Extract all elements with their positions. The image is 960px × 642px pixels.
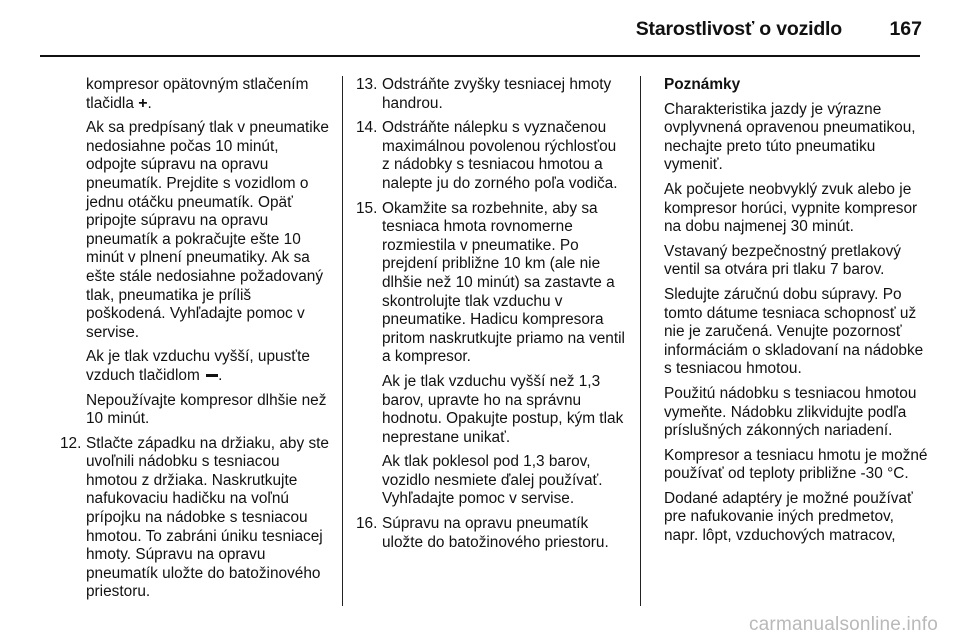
note-paragraph: Ak počujete neobvyklý zvuk alebo je kompresor horúci, vypnite kompresor na dobu najmenej 30 minút.	[664, 180, 918, 236]
list-subtext: Ak tlak poklesol pod 1,3 barov, vozidlo nesmiete ďalej používať. Vyhľadajte pomoc v servise.	[382, 453, 603, 508]
note-heading: Poznámky	[664, 76, 741, 93]
list-subtext: Ak je tlak vzduchu vyšší než 1,3 barov, upravte ho na správnu hodnotu. Opakujte postup, kým tlak neprestane unikať.	[382, 372, 624, 446]
column-divider	[640, 76, 641, 606]
list-number: 14.	[356, 119, 378, 137]
list-item-12	[60, 435, 330, 602]
page-number: 167	[889, 18, 922, 40]
paragraph-max-duration: Nepoužívajte kompresor dlhšie než 10 minút.	[86, 391, 327, 428]
paragraph-pressure-not-reached: Ak sa predpísaný tlak v pneumatike nedosiahne počas 10 minút, odpojte súpravu na opravu pneumatík. Prejdite s vozidlom o jednu otáčku pneumatík. Opäť pripojte súpravu na opravu pneumatík a pokračujte ešte 10 minút v plnení pneumatiky. Ak sa ešte stále nedosiahne požadovaný tlak, pneumatika je príliš poškodená. Vyhľadajte pomoc v servise.	[86, 119, 329, 341]
list-item-16	[356, 515, 628, 552]
plus-icon: +	[138, 94, 148, 112]
watermark: carmanualsonline.info	[748, 614, 938, 635]
paragraph-restart-compressor: kompresor opätovným stlačením tlačidla +.	[86, 76, 309, 112]
column-divider	[342, 76, 343, 606]
list-text: Odstráňte nálepku s vyznačenou maximálnou povolenou rýchlosťou z nádobky s tesniacou hmotou a nalepte ju do zorného poľa vodiča.	[382, 119, 618, 192]
list-number: 16.	[356, 515, 378, 533]
note-paragraph: Dodané adaptéry je možné používať pre nafukovanie iných predmetov, napr. lôpt, vzduchových matracov,	[664, 489, 913, 545]
list-number: 15.	[356, 199, 378, 217]
note-paragraph: Sledujte záručnú dobu súpravy. Po tomto dátume tesniaca schopnosť už nie je zaručená. Venujte pozornosť informáciám o skladovaní na nádobke s tesniacou hmotou.	[664, 285, 924, 378]
column-1	[60, 76, 330, 608]
note-paragraph: Vstavaný bezpečnostný pretlakový ventil sa otvára pri tlaku 7 barov.	[664, 242, 901, 279]
list-text: Súpravu na opravu pneumatík uložte do batožinového priestoru.	[382, 515, 609, 551]
column-3	[664, 76, 928, 552]
note-paragraph: Kompresor a tesniacu hmotu je možné používať od teploty približne -30 °C.	[664, 446, 928, 483]
list-number: 13.	[356, 76, 378, 93]
column-2	[356, 76, 628, 558]
list-text: Odstráňte zvyšky tesniacej hmoty handrou.	[382, 76, 612, 112]
paragraph-release-air: Ak je tlak vzduchu vyšší, upusťte vzduch tlačidlom .	[86, 348, 310, 384]
list-item-15	[356, 200, 628, 510]
minus-icon	[206, 374, 218, 377]
list-item-14	[356, 119, 628, 193]
note-paragraph: Použitú nádobku s tesniacou hmotou vymeňte. Nádobku zlikvidujte podľa príslušných zákonných nariadení.	[664, 384, 917, 440]
list-item-13	[356, 76, 628, 113]
page-header	[0, 0, 960, 58]
page-title: Starostlivosť o vozidlo	[635, 18, 842, 40]
list-number: 12.	[60, 434, 82, 452]
header-divider	[40, 55, 920, 57]
list-text: Okamžite sa rozbehnite, aby sa tesniaca hmota rovnomerne rozmiestila v pneumatike. Po prejdení približne 10 km (ale nie dlhšie než 10 minút) sa zastavte a skontrolujte tlak vzduchu v pneumatike. Hadicu kompresora pritom naskrutkujte priamo na ventil a kompresor.	[382, 199, 625, 366]
note-paragraph: Charakteristika jazdy je výrazne ovplyvnená opravenou pneumatikou, nechajte preto túto pneumatiku vymeniť.	[664, 100, 916, 174]
list-text: Stlačte západku na držiaku, aby ste uvoľnili nádobku s tesniacou hmotou z držiaka. Naskrutkujte nafukovaciu hadičku na voľnú prípojku na nádobke s tesniacou hmotou. To zabráni úniku tesniacej hmoty. Súpravu na opravu pneumatík uložte do batožinového priestoru.	[86, 434, 329, 601]
